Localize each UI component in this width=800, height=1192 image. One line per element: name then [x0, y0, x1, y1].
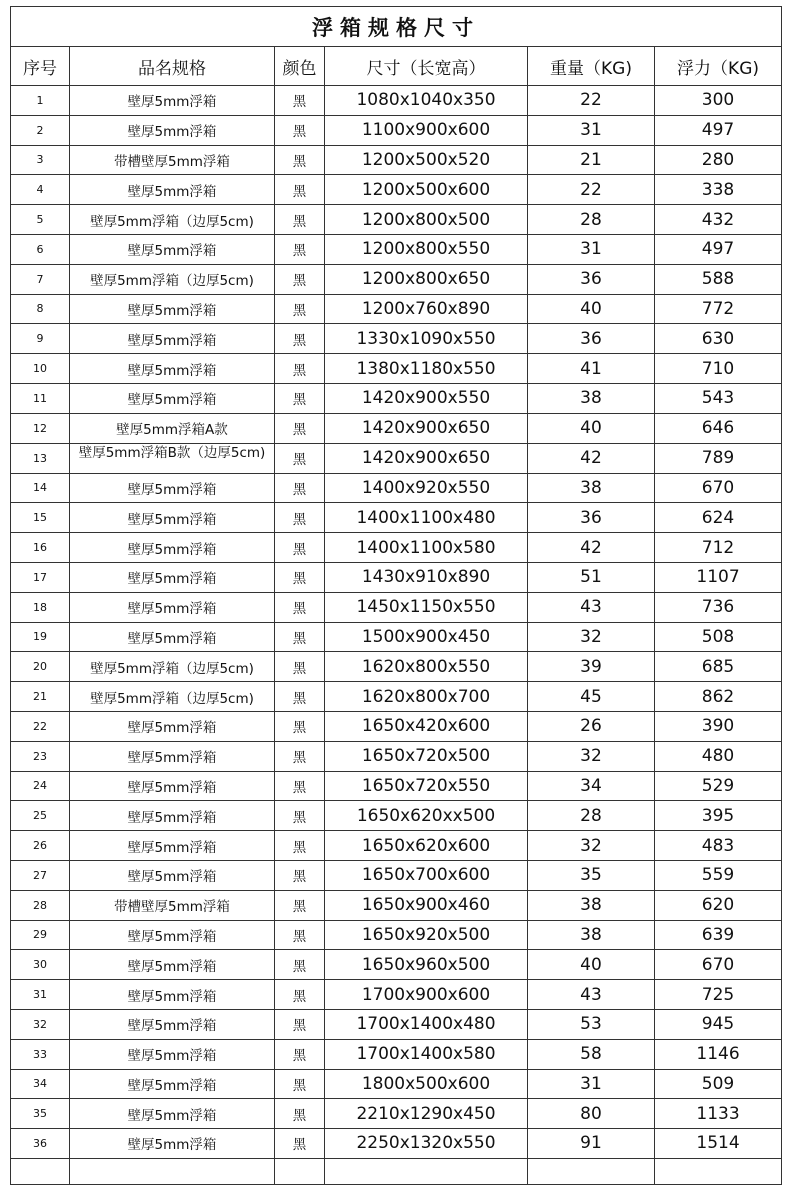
- table-row: [11, 741, 782, 771]
- cell-index: 28: [11, 890, 70, 920]
- table-row: [11, 443, 782, 473]
- table-row: [11, 801, 782, 831]
- cell-name: 壁厚5mm浮箱（边厚5cm): [70, 682, 275, 712]
- table-row: [11, 682, 782, 712]
- cell-buoyancy: 670: [655, 473, 782, 503]
- cell-color: 黑: [275, 980, 325, 1010]
- cell-color: 黑: [275, 383, 325, 413]
- cell-size: 1620x800x700: [325, 682, 528, 712]
- cell-buoyancy: 559: [655, 860, 782, 890]
- cell-size: 2250x1320x550: [325, 1129, 528, 1159]
- cell-buoyancy: 543: [655, 383, 782, 413]
- cell-weight: 31: [528, 115, 655, 145]
- cell-name: 壁厚5mm浮箱: [70, 383, 275, 413]
- cell-weight: 32: [528, 741, 655, 771]
- cell-name: 壁厚5mm浮箱（边厚5cm): [70, 264, 275, 294]
- title-row: [11, 7, 782, 47]
- cell-weight: 38: [528, 920, 655, 950]
- cell-index: 36: [11, 1129, 70, 1159]
- cell-color: 黑: [275, 652, 325, 682]
- cell-size: 1620x800x550: [325, 652, 528, 682]
- cell-index: 16: [11, 533, 70, 563]
- cell-size: 1420x900x650: [325, 443, 528, 473]
- table-row: [11, 473, 782, 503]
- cell-color: 黑: [275, 1039, 325, 1069]
- cell-index: 8: [11, 294, 70, 324]
- col-header-buoyancy: 浮力（KG): [655, 47, 782, 86]
- table-row: [11, 205, 782, 235]
- cell-weight: 40: [528, 413, 655, 443]
- cell-index: 3: [11, 145, 70, 175]
- cell-buoyancy: 712: [655, 533, 782, 563]
- cell-name: 带槽壁厚5mm浮箱: [70, 145, 275, 175]
- cell-weight: 38: [528, 473, 655, 503]
- cell-color: 黑: [275, 920, 325, 950]
- cell-color: 黑: [275, 205, 325, 235]
- empty-cell: [275, 1158, 325, 1184]
- cell-size: 1080x1040x350: [325, 86, 528, 116]
- cell-name: 壁厚5mm浮箱: [70, 1039, 275, 1069]
- cell-size: 1400x1100x580: [325, 533, 528, 563]
- cell-name: 带槽壁厚5mm浮箱: [70, 890, 275, 920]
- cell-name: 壁厚5mm浮箱: [70, 234, 275, 264]
- cell-name: 壁厚5mm浮箱: [70, 1099, 275, 1129]
- cell-weight: 21: [528, 145, 655, 175]
- cell-name: 壁厚5mm浮箱: [70, 354, 275, 384]
- cell-color: 黑: [275, 145, 325, 175]
- table-row: [11, 562, 782, 592]
- cell-index: 25: [11, 801, 70, 831]
- cell-name: 壁厚5mm浮箱: [70, 115, 275, 145]
- cell-index: 34: [11, 1069, 70, 1099]
- col-header-name: 品名规格: [70, 47, 275, 86]
- cell-size: 1200x500x520: [325, 145, 528, 175]
- cell-buoyancy: 508: [655, 622, 782, 652]
- cell-buoyancy: 772: [655, 294, 782, 324]
- empty-cell: [325, 1158, 528, 1184]
- table-row: [11, 980, 782, 1010]
- cell-index: 13: [11, 443, 70, 473]
- col-header-size: 尺寸（长宽高）: [325, 47, 528, 86]
- cell-weight: 53: [528, 1009, 655, 1039]
- cell-weight: 22: [528, 86, 655, 116]
- cell-buoyancy: 620: [655, 890, 782, 920]
- cell-index: 35: [11, 1099, 70, 1129]
- cell-weight: 36: [528, 503, 655, 533]
- cell-name: 壁厚5mm浮箱: [70, 801, 275, 831]
- table-row: [11, 533, 782, 563]
- empty-cell: [11, 1158, 70, 1184]
- cell-name: 壁厚5mm浮箱: [70, 950, 275, 980]
- table-row: [11, 711, 782, 741]
- cell-buoyancy: 725: [655, 980, 782, 1010]
- cell-weight: 22: [528, 175, 655, 205]
- cell-color: 黑: [275, 831, 325, 861]
- empty-cell: [70, 1158, 275, 1184]
- table-row: [11, 115, 782, 145]
- col-header-color: 颜色: [275, 47, 325, 86]
- cell-size: 1800x500x600: [325, 1069, 528, 1099]
- cell-name: 壁厚5mm浮箱: [70, 175, 275, 205]
- cell-weight: 58: [528, 1039, 655, 1069]
- cell-name: 壁厚5mm浮箱: [70, 562, 275, 592]
- cell-name: 壁厚5mm浮箱: [70, 980, 275, 1010]
- empty-cell: [655, 1158, 782, 1184]
- cell-size: 2210x1290x450: [325, 1099, 528, 1129]
- cell-color: 黑: [275, 354, 325, 384]
- cell-index: 32: [11, 1009, 70, 1039]
- cell-buoyancy: 529: [655, 771, 782, 801]
- table-row: [11, 1009, 782, 1039]
- table-row: [11, 145, 782, 175]
- cell-size: 1650x900x460: [325, 890, 528, 920]
- cell-buoyancy: 432: [655, 205, 782, 235]
- empty-row: [11, 1158, 782, 1184]
- cell-weight: 40: [528, 294, 655, 324]
- cell-color: 黑: [275, 1129, 325, 1159]
- cell-name: 壁厚5mm浮箱: [70, 622, 275, 652]
- cell-buoyancy: 1146: [655, 1039, 782, 1069]
- cell-index: 20: [11, 652, 70, 682]
- table-row: [11, 622, 782, 652]
- cell-size: 1650x720x500: [325, 741, 528, 771]
- cell-name: 壁厚5mm浮箱: [70, 473, 275, 503]
- cell-color: 黑: [275, 86, 325, 116]
- cell-size: 1500x900x450: [325, 622, 528, 652]
- cell-index: 6: [11, 234, 70, 264]
- cell-color: 黑: [275, 562, 325, 592]
- cell-weight: 31: [528, 1069, 655, 1099]
- cell-name: 壁厚5mm浮箱: [70, 831, 275, 861]
- cell-weight: 31: [528, 234, 655, 264]
- cell-weight: 43: [528, 592, 655, 622]
- cell-color: 黑: [275, 324, 325, 354]
- cell-weight: 38: [528, 890, 655, 920]
- cell-buoyancy: 639: [655, 920, 782, 950]
- table-row: [11, 831, 782, 861]
- cell-size: 1200x500x600: [325, 175, 528, 205]
- cell-buoyancy: 497: [655, 115, 782, 145]
- cell-color: 黑: [275, 771, 325, 801]
- cell-weight: 51: [528, 562, 655, 592]
- cell-name: 壁厚5mm浮箱: [70, 741, 275, 771]
- cell-color: 黑: [275, 1009, 325, 1039]
- cell-buoyancy: 480: [655, 741, 782, 771]
- cell-name: 壁厚5mm浮箱: [70, 711, 275, 741]
- table-row: [11, 771, 782, 801]
- cell-color: 黑: [275, 711, 325, 741]
- table-row: [11, 1099, 782, 1129]
- cell-color: 黑: [275, 682, 325, 712]
- cell-weight: 40: [528, 950, 655, 980]
- cell-name: 壁厚5mm浮箱: [70, 86, 275, 116]
- table-row: [11, 175, 782, 205]
- cell-buoyancy: 624: [655, 503, 782, 533]
- table-row: [11, 503, 782, 533]
- empty-cell: [528, 1158, 655, 1184]
- cell-index: 4: [11, 175, 70, 205]
- cell-index: 21: [11, 682, 70, 712]
- cell-buoyancy: 280: [655, 145, 782, 175]
- cell-name: 壁厚5mm浮箱: [70, 503, 275, 533]
- table-row: [11, 860, 782, 890]
- cell-weight: 42: [528, 533, 655, 563]
- cell-name: 壁厚5mm浮箱: [70, 533, 275, 563]
- cell-size: 1200x760x890: [325, 294, 528, 324]
- cell-buoyancy: 736: [655, 592, 782, 622]
- cell-size: 1650x420x600: [325, 711, 528, 741]
- cell-buoyancy: 300: [655, 86, 782, 116]
- cell-weight: 38: [528, 383, 655, 413]
- table-row: [11, 324, 782, 354]
- col-header-index: 序号: [11, 47, 70, 86]
- table-row: [11, 86, 782, 116]
- cell-size: 1380x1180x550: [325, 354, 528, 384]
- cell-index: 11: [11, 383, 70, 413]
- cell-weight: 35: [528, 860, 655, 890]
- cell-size: 1420x900x650: [325, 413, 528, 443]
- cell-size: 1200x800x500: [325, 205, 528, 235]
- cell-name-text: 壁厚5mm浮箱B款（边厚5cm): [78, 444, 266, 461]
- cell-weight: 42: [528, 443, 655, 473]
- cell-name: 壁厚5mm浮箱: [70, 294, 275, 324]
- table-row: [11, 1039, 782, 1069]
- cell-buoyancy: 338: [655, 175, 782, 205]
- table-row: [11, 354, 782, 384]
- cell-index: 12: [11, 413, 70, 443]
- cell-name: 壁厚5mm浮箱: [70, 592, 275, 622]
- table-row: [11, 592, 782, 622]
- cell-size: 1650x720x550: [325, 771, 528, 801]
- cell-name: 壁厚5mm浮箱A款: [70, 413, 275, 443]
- cell-buoyancy: 1107: [655, 562, 782, 592]
- cell-color: 黑: [275, 503, 325, 533]
- table-row: [11, 234, 782, 264]
- cell-weight: 26: [528, 711, 655, 741]
- spec-sheet: [10, 6, 781, 1185]
- cell-name: 壁厚5mm浮箱: [70, 771, 275, 801]
- cell-weight: 32: [528, 622, 655, 652]
- cell-color: 黑: [275, 234, 325, 264]
- cell-color: 黑: [275, 473, 325, 503]
- cell-name: 壁厚5mm浮箱: [70, 1069, 275, 1099]
- cell-weight: 39: [528, 652, 655, 682]
- cell-index: 1: [11, 86, 70, 116]
- cell-size: 1650x920x500: [325, 920, 528, 950]
- cell-name: 壁厚5mm浮箱: [70, 920, 275, 950]
- cell-color: 黑: [275, 1099, 325, 1129]
- cell-weight: 41: [528, 354, 655, 384]
- cell-buoyancy: 646: [655, 413, 782, 443]
- table-row: [11, 264, 782, 294]
- cell-weight: 32: [528, 831, 655, 861]
- table-row: [11, 652, 782, 682]
- cell-index: 22: [11, 711, 70, 741]
- cell-buoyancy: 670: [655, 950, 782, 980]
- cell-color: 黑: [275, 592, 325, 622]
- cell-color: 黑: [275, 860, 325, 890]
- cell-buoyancy: 1133: [655, 1099, 782, 1129]
- cell-index: 30: [11, 950, 70, 980]
- cell-weight: 28: [528, 205, 655, 235]
- cell-color: 黑: [275, 1069, 325, 1099]
- table-row: [11, 1069, 782, 1099]
- cell-buoyancy: 509: [655, 1069, 782, 1099]
- cell-size: 1420x900x550: [325, 383, 528, 413]
- cell-buoyancy: 395: [655, 801, 782, 831]
- cell-size: 1700x1400x480: [325, 1009, 528, 1039]
- cell-color: 黑: [275, 443, 325, 473]
- cell-index: 9: [11, 324, 70, 354]
- cell-index: 14: [11, 473, 70, 503]
- cell-size: 1650x700x600: [325, 860, 528, 890]
- cell-weight: 45: [528, 682, 655, 712]
- table-row: [11, 294, 782, 324]
- cell-color: 黑: [275, 890, 325, 920]
- cell-name: 壁厚5mm浮箱: [70, 1129, 275, 1159]
- cell-color: 黑: [275, 950, 325, 980]
- cell-buoyancy: 630: [655, 324, 782, 354]
- cell-index: 2: [11, 115, 70, 145]
- cell-color: 黑: [275, 801, 325, 831]
- cell-buoyancy: 710: [655, 354, 782, 384]
- cell-index: 17: [11, 562, 70, 592]
- cell-size: 1700x900x600: [325, 980, 528, 1010]
- cell-color: 黑: [275, 175, 325, 205]
- cell-size: 1330x1090x550: [325, 324, 528, 354]
- cell-index: 7: [11, 264, 70, 294]
- cell-index: 18: [11, 592, 70, 622]
- cell-size: 1100x900x600: [325, 115, 528, 145]
- table-row: [11, 383, 782, 413]
- cell-index: 29: [11, 920, 70, 950]
- cell-buoyancy: 685: [655, 652, 782, 682]
- cell-index: 33: [11, 1039, 70, 1069]
- cell-buoyancy: 483: [655, 831, 782, 861]
- cell-size: 1700x1400x580: [325, 1039, 528, 1069]
- cell-weight: 43: [528, 980, 655, 1010]
- cell-name: [70, 443, 275, 473]
- cell-buoyancy: 789: [655, 443, 782, 473]
- cell-buoyancy: 945: [655, 1009, 782, 1039]
- cell-buoyancy: 1514: [655, 1129, 782, 1159]
- header-row: [11, 47, 782, 86]
- cell-index: 24: [11, 771, 70, 801]
- cell-index: 23: [11, 741, 70, 771]
- table-row: [11, 950, 782, 980]
- cell-name: 壁厚5mm浮箱: [70, 1009, 275, 1039]
- cell-color: 黑: [275, 115, 325, 145]
- table-title: 浮箱规格尺寸: [11, 7, 782, 47]
- cell-name: 壁厚5mm浮箱（边厚5cm): [70, 205, 275, 235]
- cell-buoyancy: 390: [655, 711, 782, 741]
- cell-name: 壁厚5mm浮箱: [70, 860, 275, 890]
- table-body: [11, 86, 782, 1185]
- cell-color: 黑: [275, 413, 325, 443]
- cell-color: 黑: [275, 533, 325, 563]
- cell-size: 1430x910x890: [325, 562, 528, 592]
- cell-buoyancy: 588: [655, 264, 782, 294]
- cell-buoyancy: 862: [655, 682, 782, 712]
- cell-color: 黑: [275, 264, 325, 294]
- cell-size: 1400x1100x480: [325, 503, 528, 533]
- cell-color: 黑: [275, 741, 325, 771]
- cell-weight: 91: [528, 1129, 655, 1159]
- cell-size: 1650x960x500: [325, 950, 528, 980]
- cell-name: 壁厚5mm浮箱（边厚5cm): [70, 652, 275, 682]
- col-header-weight: 重量（KG): [528, 47, 655, 86]
- spec-table: [10, 6, 782, 1185]
- cell-color: 黑: [275, 622, 325, 652]
- cell-index: 10: [11, 354, 70, 384]
- cell-weight: 36: [528, 324, 655, 354]
- cell-index: 5: [11, 205, 70, 235]
- cell-size: 1200x800x650: [325, 264, 528, 294]
- cell-index: 27: [11, 860, 70, 890]
- cell-name: 壁厚5mm浮箱: [70, 324, 275, 354]
- cell-weight: 36: [528, 264, 655, 294]
- cell-weight: 80: [528, 1099, 655, 1129]
- cell-size: 1650x620xx500: [325, 801, 528, 831]
- cell-size: 1650x620x600: [325, 831, 528, 861]
- cell-weight: 34: [528, 771, 655, 801]
- cell-size: 1400x920x550: [325, 473, 528, 503]
- cell-size: 1200x800x550: [325, 234, 528, 264]
- cell-index: 26: [11, 831, 70, 861]
- table-row: [11, 1129, 782, 1159]
- cell-index: 15: [11, 503, 70, 533]
- cell-buoyancy: 497: [655, 234, 782, 264]
- table-row: [11, 413, 782, 443]
- table-row: [11, 920, 782, 950]
- cell-index: 19: [11, 622, 70, 652]
- cell-size: 1450x1150x550: [325, 592, 528, 622]
- cell-index: 31: [11, 980, 70, 1010]
- cell-weight: 28: [528, 801, 655, 831]
- table-row: [11, 890, 782, 920]
- cell-color: 黑: [275, 294, 325, 324]
